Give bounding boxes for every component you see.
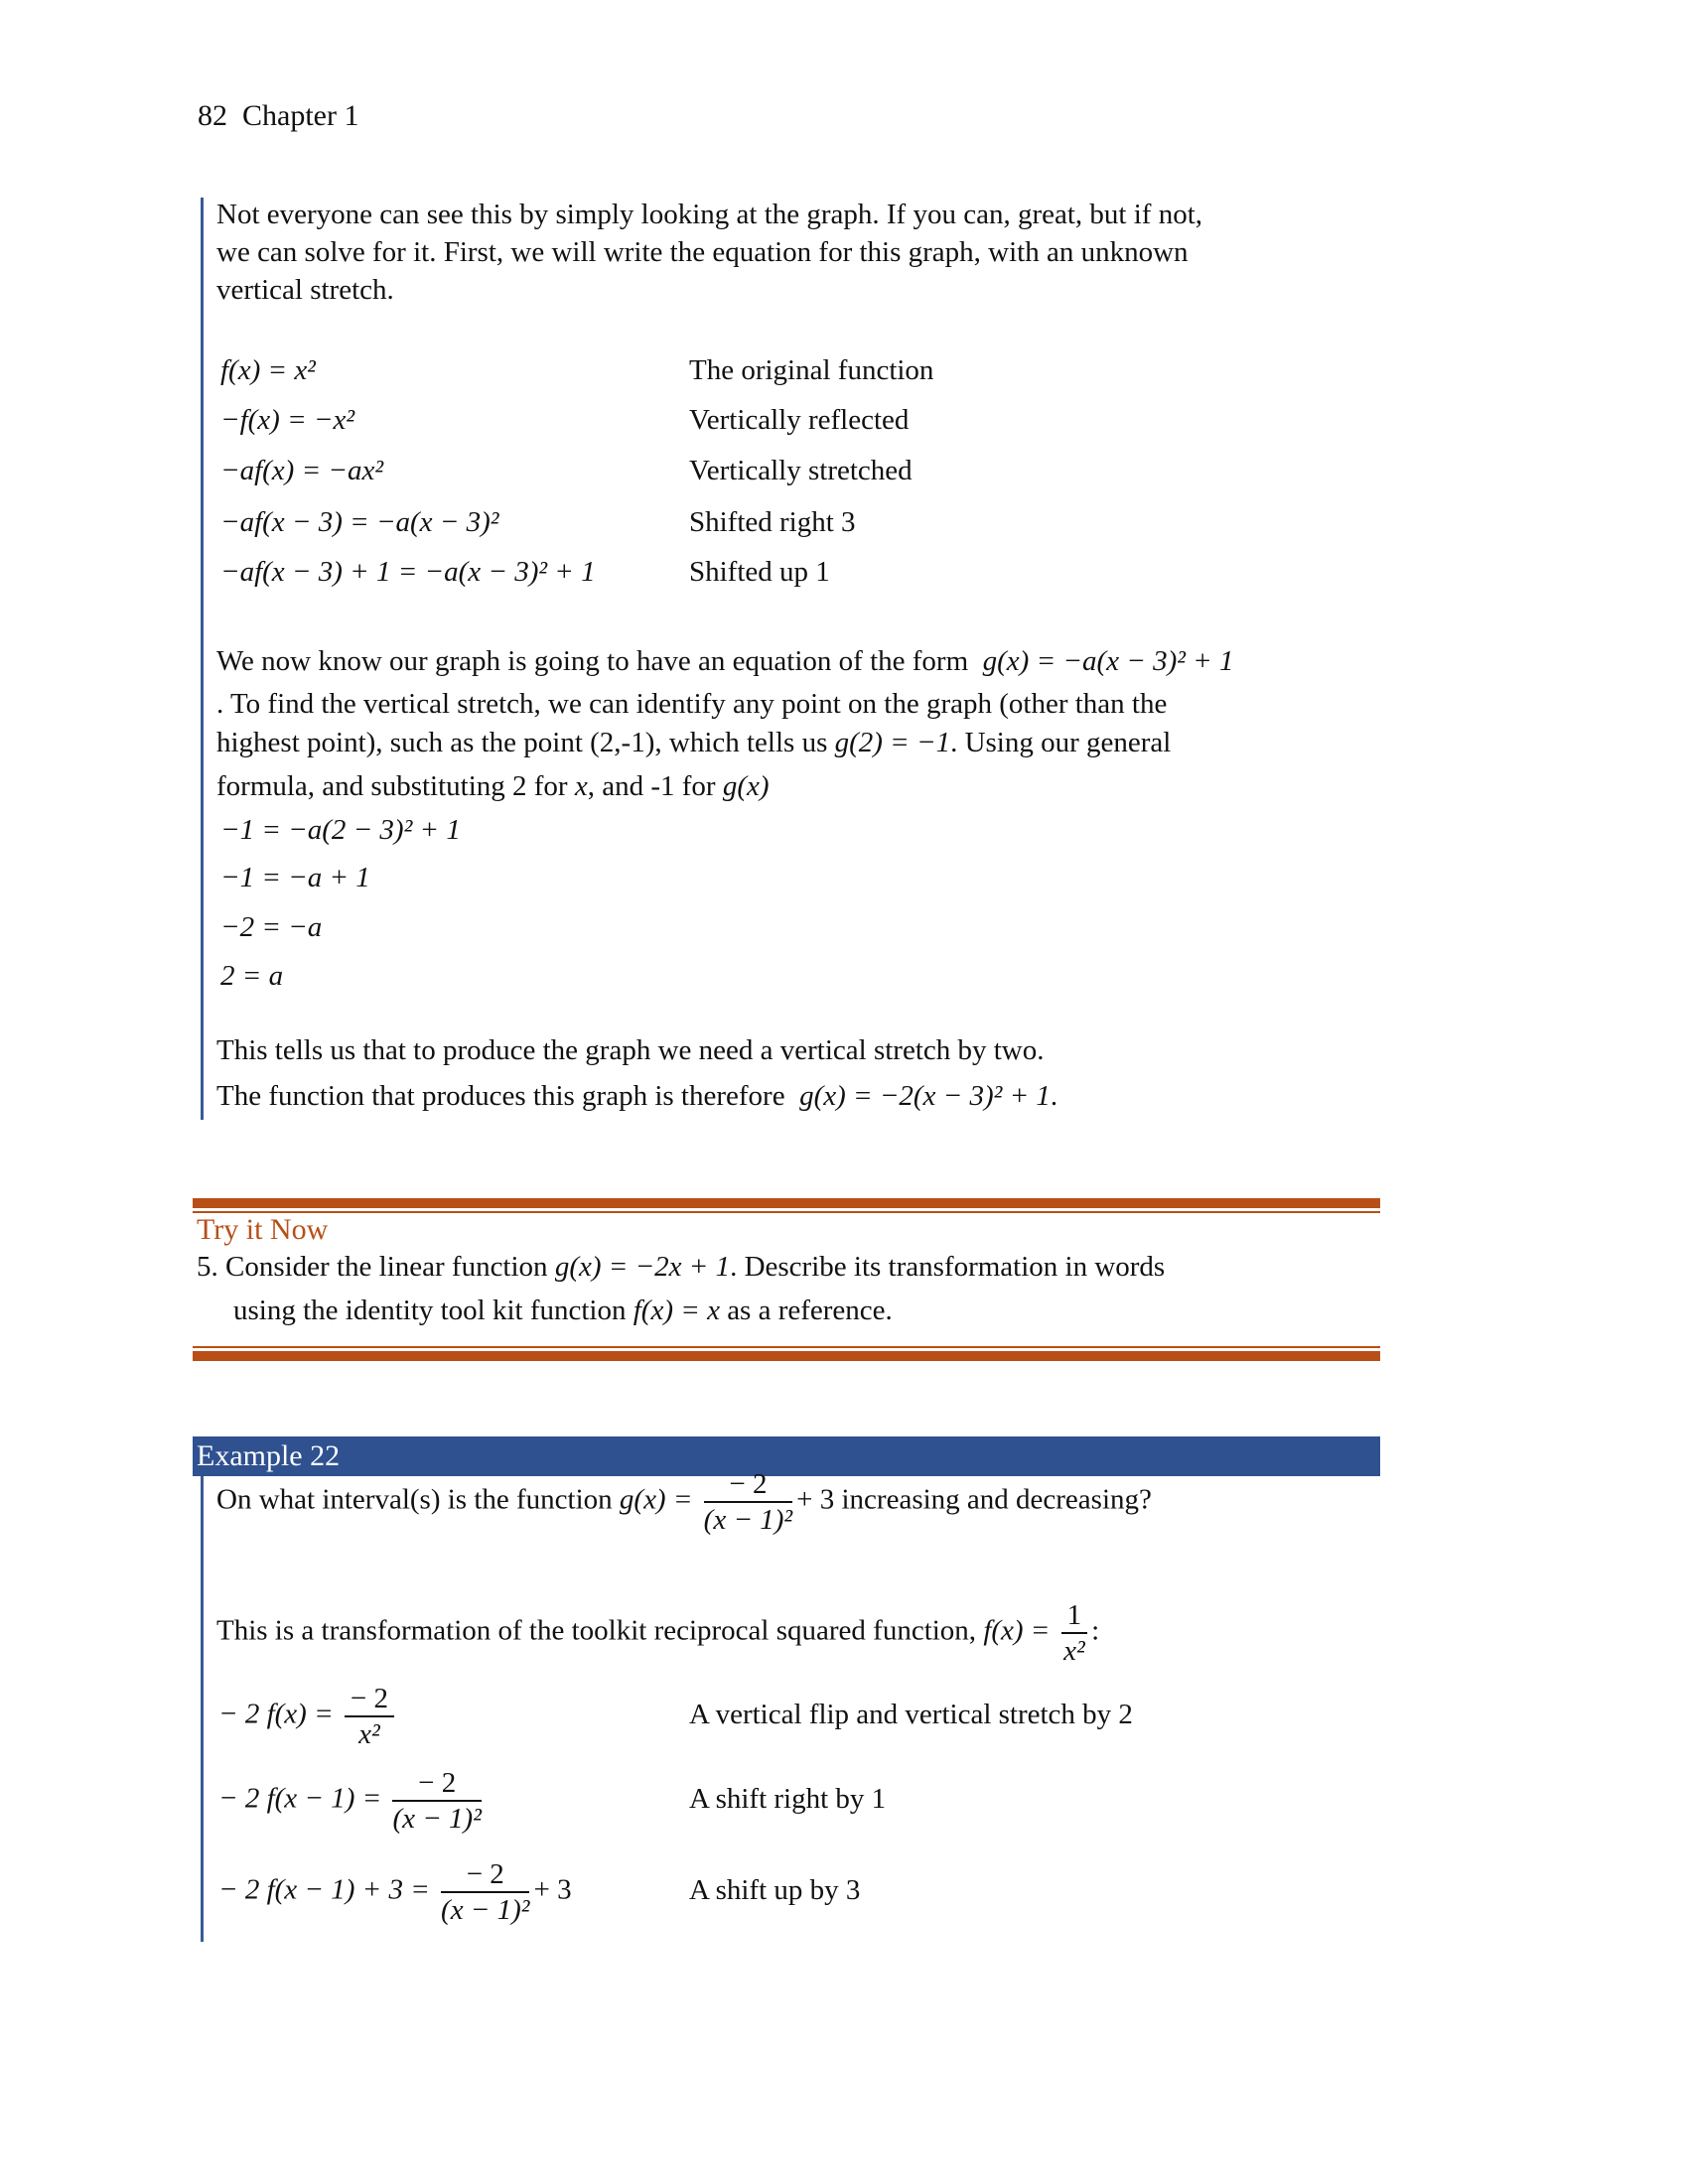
try-top-rule xyxy=(193,1211,1380,1213)
step-equation: f(x) = x² xyxy=(220,354,316,386)
try-it-line xyxy=(197,1251,1165,1284)
intro-line: Not everyone can see this by simply looking at the graph. If you can, great, but if not, xyxy=(216,199,1202,230)
equation: g(2) = −1 xyxy=(834,727,951,758)
conclusion-line xyxy=(216,1080,1057,1113)
example-row xyxy=(218,1682,398,1751)
para2-line xyxy=(216,645,1233,678)
fraction xyxy=(441,1857,529,1927)
denominator: (x − 1)² xyxy=(392,1803,482,1835)
numerator: − 2 xyxy=(345,1682,394,1717)
try-it-line xyxy=(233,1295,893,1327)
fraction xyxy=(345,1682,394,1751)
solve-step: −2 = −a xyxy=(220,911,323,943)
equation-lhs: f(x) = xyxy=(983,1614,1051,1647)
step-equation: −f(x) = −x² xyxy=(220,404,355,436)
text: On what interval(s) is the function xyxy=(216,1483,613,1516)
step-description: Shifted right 3 xyxy=(689,506,856,538)
text: + 3 xyxy=(533,1873,572,1906)
equation: g(x) = −2(x − 3)² + 1 xyxy=(799,1080,1051,1112)
example-intro xyxy=(216,1598,1099,1668)
text: : xyxy=(1091,1614,1100,1647)
variable: x xyxy=(574,770,588,802)
text: We now know our graph is going to have an equation of the form xyxy=(216,645,969,677)
denominator: x² xyxy=(1063,1635,1085,1667)
conclusion-line: This tells us that to produce the graph we need a vertical stretch by two. xyxy=(216,1034,1045,1066)
solve-step: −1 = −a(2 − 3)² + 1 xyxy=(220,814,461,846)
text: highest point), such as the point (2,-1), which tells us xyxy=(216,727,828,758)
solve-step: 2 = a xyxy=(220,960,284,992)
example-question xyxy=(216,1467,1152,1537)
step-description: Vertically reflected xyxy=(689,404,910,436)
text: + 3 xyxy=(796,1483,835,1516)
numerator: 1 xyxy=(1061,1598,1088,1634)
example-row xyxy=(218,1766,486,1836)
intro-line: vertical stretch. xyxy=(216,274,394,306)
example-rule xyxy=(201,198,204,1120)
step-equation: −af(x) = −ax² xyxy=(220,455,384,486)
step-equation: −af(x − 3) = −a(x − 3)² xyxy=(220,506,499,538)
denominator: (x − 1)² xyxy=(703,1504,793,1536)
equation-lhs: g(x) = xyxy=(619,1483,693,1516)
solve-step: −1 = −a + 1 xyxy=(220,862,370,893)
row-description: A shift up by 3 xyxy=(689,1874,861,1906)
text: increasing and decreasing? xyxy=(841,1483,1152,1516)
text: The function that produces this graph is therefore xyxy=(216,1080,785,1112)
text: This is a transformation of the toolkit reciprocal squared function, xyxy=(216,1614,977,1647)
step-description: Shifted up 1 xyxy=(689,556,830,588)
example-rule xyxy=(201,1476,204,1942)
text: . xyxy=(1050,1080,1058,1112)
numerator: − 2 xyxy=(392,1766,481,1802)
equation: f(x) = x xyxy=(633,1295,720,1326)
chapter-label: Chapter 1 xyxy=(242,99,359,132)
variable: g(x) xyxy=(722,770,770,802)
row-description: A shift right by 1 xyxy=(689,1783,887,1815)
text: using the identity tool kit function xyxy=(233,1295,627,1326)
equation-lhs: − 2 f(x − 1) = xyxy=(218,1782,382,1815)
para2-line xyxy=(216,727,1171,759)
numerator: − 2 xyxy=(441,1857,529,1893)
equation: g(x) = −2x + 1 xyxy=(554,1251,731,1283)
fraction xyxy=(704,1467,792,1537)
equation-lhs: − 2 f(x − 1) + 3 = xyxy=(218,1873,430,1906)
intro-line: we can solve for it. First, we will write the equation for this graph, with an unknown xyxy=(216,236,1189,268)
numerator: − 2 xyxy=(704,1467,792,1503)
text: 5. Consider the linear function xyxy=(197,1251,548,1283)
example-row xyxy=(218,1857,572,1927)
fraction xyxy=(392,1766,481,1836)
equation: g(x) = −a(x − 3)² + 1 xyxy=(982,645,1234,677)
example-title: Example 22 xyxy=(193,1436,1380,1476)
row-description: A vertical flip and vertical stretch by 2 xyxy=(689,1699,1133,1730)
step-description: The original function xyxy=(689,354,934,386)
try-bottom-bar xyxy=(193,1351,1380,1361)
fraction xyxy=(1061,1598,1088,1668)
try-it-now-title: Try it Now xyxy=(197,1213,329,1246)
denominator: (x − 1)² xyxy=(441,1894,530,1926)
denominator: x² xyxy=(358,1718,380,1750)
text: , and -1 for xyxy=(587,770,716,802)
try-bottom-rule xyxy=(193,1346,1380,1348)
step-equation: −af(x − 3) + 1 = −a(x − 3)² + 1 xyxy=(220,556,596,588)
try-top-bar xyxy=(193,1198,1380,1208)
equation-lhs: − 2 f(x) = xyxy=(218,1698,334,1730)
text: formula, and substituting 2 for xyxy=(216,770,568,802)
text: as a reference. xyxy=(727,1295,893,1326)
page-number: 82 xyxy=(198,99,227,132)
para2-line: . To find the vertical stretch, we can identify any point on the graph (other than the xyxy=(216,688,1168,720)
text: . Using our general xyxy=(950,727,1172,758)
step-description: Vertically stretched xyxy=(689,455,913,486)
para2-line xyxy=(216,770,770,803)
page-header xyxy=(198,99,358,133)
text: . Describe its transformation in words xyxy=(730,1251,1166,1283)
